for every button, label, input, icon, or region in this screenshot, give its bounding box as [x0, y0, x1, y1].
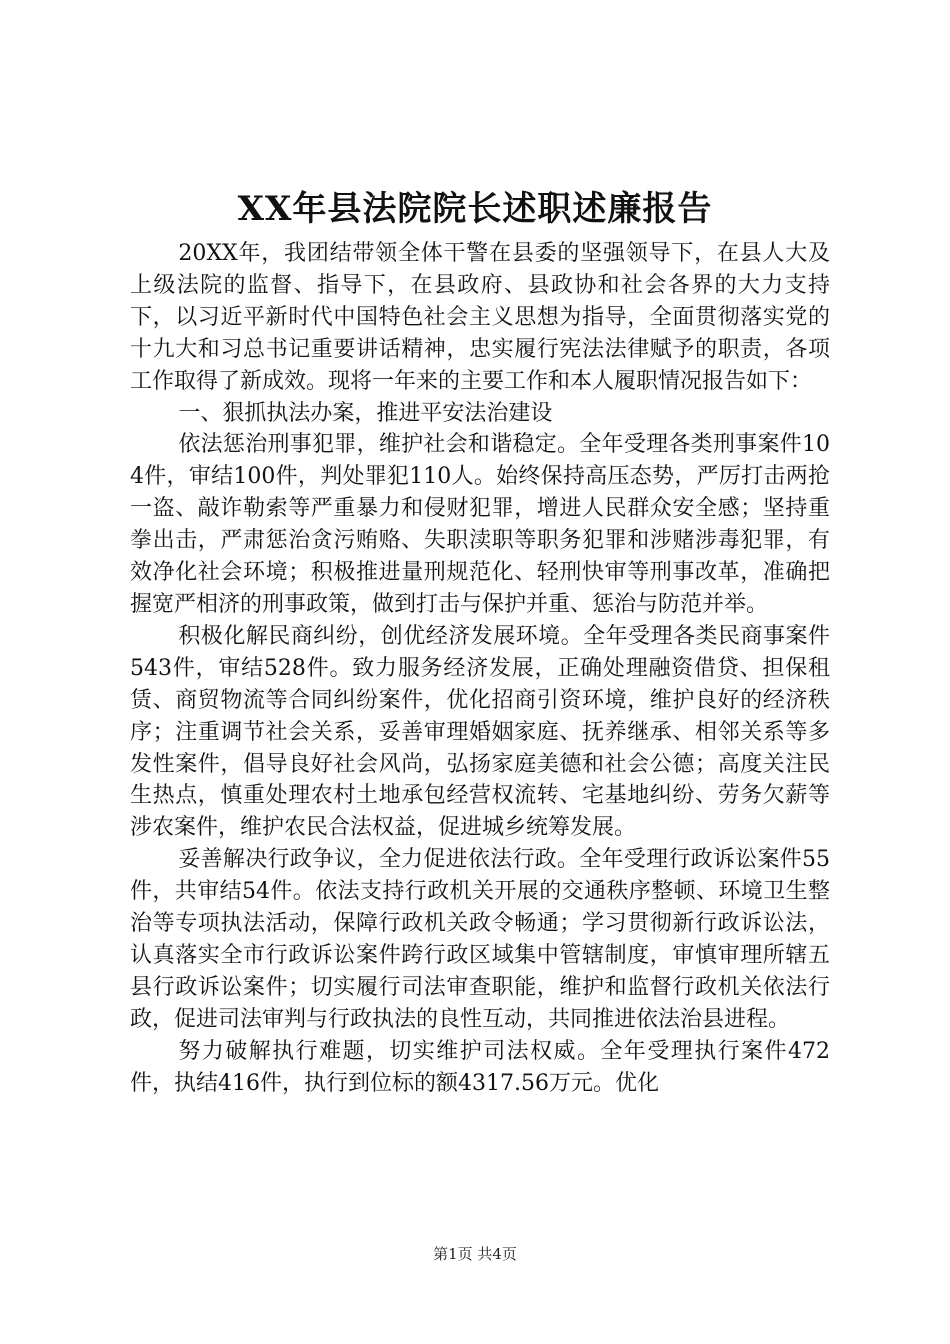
paragraph-execution: 努力破解执行难题，切实维护司法权威。全年受理执行案件472件，执结416件，执行到位标的额4317.56万元。优化 [130, 1038, 830, 1096]
paragraph-civil: 积极化解民商纠纷，创优经济发展环境。全年受理各类民商事案件543件，审结528件。致力服务经济发展，正确处理融资借贷、担保租赁、商贸物流等合同纠纷案件，优化招商引资环境，维护良好的经济秩序；注重调节社会关系，妥善审理婚姻家庭、抚养继承、相邻关系等多发性案件，倡导良好社会风尚，弘扬家庭美德和社会公德；高度关注民生热点，慎重处理农村土地承包经营权流转、宅基地纠纷、劳务欠薪等涉农案件，维护农民合法权益，促进城乡统筹发展。 [130, 623, 830, 841]
page-title: XX年县法院院长述职述廉报告 [237, 189, 713, 229]
paragraph-intro: 20XX年，我团结带领全体干警在县委的坚强领导下，在县人大及上级法院的监督、指导下，在县政府、县政协和社会各界的大力支持下，以习近平新时代中国特色社会主义思想为指导，全面贯彻落实党的十九大和习总书记重要讲话精神，忠实履行宪法法律赋予的职责，各项工作取得了新成效。现将一年来的主要工作和本人履职情况报告如下： [130, 241, 830, 394]
paragraph-criminal: 依法惩治刑事犯罪，维护社会和谐稳定。全年受理各类刑事案件104件，审结100件，判处罪犯110人。始终保持高压态势，严厉打击两抢一盗、敲诈勒索等严重暴力和侵财犯罪，增进人民群众安全感；坚持重拳出击，严肃惩治贪污贿赂、失职渎职等职务犯罪和涉赌涉毒犯罪，有效净化社会环境；积极推进量刑规范化、轻刑快审等刑事改革，准确把握宽严相济的刑事政策，做到打击与保护并重、惩治与防范并举。 [130, 432, 830, 617]
page-footer: 第1页 共4页 [433, 1245, 517, 1263]
section-heading: 一、狠抓执法办案，推进平安法治建设 [178, 400, 553, 426]
paragraph-administrative: 妥善解决行政争议，全力促进依法行政。全年受理行政诉讼案件55件，共审结54件。依法支持行政机关开展的交通秩序整顿、环境卫生整治等专项执法活动，保障行政机关政令畅通；学习贯彻新行政诉讼法，认真落实全市行政诉讼案件跨行政区域集中管辖制度，审慎审理所辖五县行政诉讼案件；切实履行司法审查职能，维护和监督行政机关依法行政，促进司法审判与行政执法的良性互动，共同推进依法治县进程。 [130, 847, 830, 1032]
document-body [130, 238, 830, 1099]
